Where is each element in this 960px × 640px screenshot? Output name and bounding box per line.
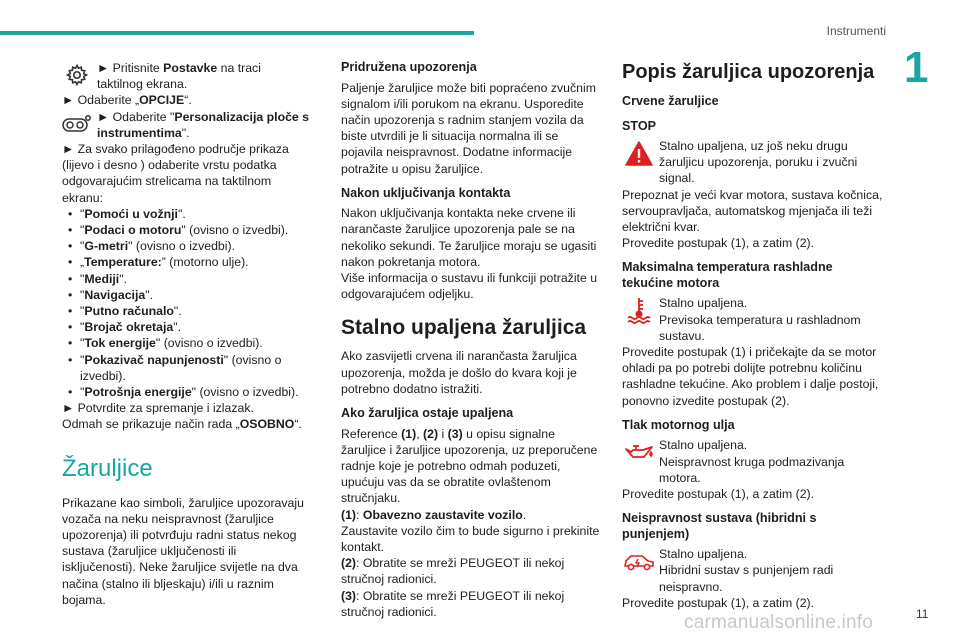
list-item: • "Tok energije" (ovisno o izvedbi). xyxy=(62,335,310,351)
coolant-temperature-icon xyxy=(622,295,655,325)
section-title: Instrumenti xyxy=(826,24,886,38)
heading-stalno: Stalno upaljena žaruljica xyxy=(341,316,587,340)
item-hybrid-line1: Stalno upaljena. xyxy=(659,547,748,562)
page-number: 11 xyxy=(916,607,929,621)
chapter-number: 1 xyxy=(904,43,929,92)
note-1: (1): Obavezno zaustavite vozilo. xyxy=(341,507,527,522)
oil-pressure-icon xyxy=(622,437,655,467)
item-stop-line1: Stalno upaljena, uz još neku drugu žaruljicu upozorenja, poruku i zvučni signal. xyxy=(659,139,858,186)
item-coolant-line2: Previsoka temperatura u rashladnom sustavu. xyxy=(659,312,861,343)
nakon-paragraph-2: Više informacija o sustavu ili funkciji potražite u odgovarajućem odjeljku. xyxy=(341,271,598,302)
item-coolant xyxy=(622,295,884,344)
gear-icon xyxy=(62,61,92,89)
references-paragraph: Reference (1), (2) i (3) u opisu signalne žaruljice i žaruljice upozorenja, uz preporučene radnje koje je potrebno odmah poduzeti, upućuju vas da se obratite ovlaštenom stručnjaku. xyxy=(341,426,598,506)
zaruljice-paragraph: Prikazane kao simboli, žaruljice upozoravaju vozača na neku neispravnost (žaruljice upozorenja) ili potvrđuju radni status nekog sustava (žaruljice uključenosti ili isključenosti). Neke žaruljice svijetle na dva načina (stalno ili bljeskaju) i/ili u raznim bojama. xyxy=(62,495,304,607)
step-4-text: ► Za svako prilagođeno područje prikaza (lijevo i desno ) odaberite vrstu podatka odgovarajućim strelicama na taktilnom ekranu: xyxy=(62,142,289,205)
item-oil-line1: Stalno upaljena. xyxy=(659,438,748,453)
nakon-paragraph-1: Nakon uključivanja kontakta neke crvene ili narančaste žaruljice upozorenja pale se na nekoliko sekundi. Te žaruljice moraju se ugasiti nakon pokretanja motora. xyxy=(341,206,597,269)
hybrid-system-fault-icon xyxy=(622,546,655,576)
item-hybrid-desc: Provedite postupak (1), a zatim (2). xyxy=(622,595,815,610)
pridruzena-paragraph: Paljenje žaruljice može biti popraćeno zvučnim signalom i/ili porukom na ekranu. Usporedite način upozorenja s radnim stanjem vozila da biste utvrdili je li situacija normalna ili se pojavila neispravnost. Dodatne informacije potražite u opisu žaruljice. xyxy=(341,80,596,176)
heading-nakon: Nakon uključivanja kontakta xyxy=(341,185,511,200)
instrument-panel-settings-icon xyxy=(62,110,92,138)
heading-ostaje: Ako žaruljica ostaje upaljena xyxy=(341,406,514,421)
step-1-text: ► Pritisnite Postavke na traci taktilnog ekrana. xyxy=(97,61,261,92)
item-hybrid xyxy=(622,546,884,595)
item-stop-action: Provedite postupak (1), a zatim (2). xyxy=(622,236,815,251)
list-item: • "Mediji". xyxy=(62,271,310,287)
step-settings xyxy=(62,60,310,92)
item-hybrid-line2: Hibridni sustav s punjenjem radi neispravno. xyxy=(659,563,834,594)
list-item: • "G-metri" (ovisno o izvedbi). xyxy=(62,238,310,254)
column-3 xyxy=(622,60,884,611)
data-type-list xyxy=(62,206,310,400)
heading-zaruljice: Žaruljice xyxy=(62,454,153,482)
item-stop xyxy=(622,138,884,187)
stop-warning-triangle-icon xyxy=(622,138,655,168)
item-coolant-desc: Provedite postupak (1) i pričekajte da se motor ohladi pa po potrebi dolijte potrebnu količinu rashladne tekućine. Ako problem i dalje postoji, ponovno izvedite postupak (2). xyxy=(622,345,879,408)
item-oil-title: Tlak motornog ulja xyxy=(622,417,735,432)
item-oil-desc: Provedite postupak (1), a zatim (2). xyxy=(622,486,815,501)
watermark: carmanualsonline.info xyxy=(684,612,874,633)
item-coolant-title: Maksimalna temperatura rashladne tekućine motora xyxy=(622,260,833,290)
item-stop-desc: Prepoznat je veći kvar motora, sustava kočnica, servoupravljača, automatskog mjenjača ili teži električni kvar. xyxy=(622,187,883,235)
list-item: • „Temperature:” (motorno ulje). xyxy=(62,254,310,270)
step-5-text: ► Potvrdite za spremanje i izlazak. xyxy=(62,401,254,416)
step-2-text: ► Odaberite „OPCIJE“. xyxy=(62,93,192,108)
list-item: • "Potrošnja energije" (ovisno o izvedbi). xyxy=(62,384,310,400)
list-item: • "Putno računalo". xyxy=(62,303,310,319)
list-item: • "Brojač okretaja". xyxy=(62,319,310,335)
step-dashboard xyxy=(62,109,310,141)
note-3: (3): Obratite se mreži PEUGEOT ili nekoj stručnoj radionici. xyxy=(341,588,565,619)
item-oil xyxy=(622,437,884,486)
item-coolant-line1: Stalno upaljena. xyxy=(659,296,748,311)
item-oil-line2: Neispravnost kruga podmazivanja motora. xyxy=(659,454,845,485)
stalno-paragraph: Ako zasvijetli crvena ili narančasta žaruljica upozorenja, možda je došlo do kvara koji je potrebno dodatno istražiti. xyxy=(341,349,577,396)
item-stop-title: STOP xyxy=(622,118,657,133)
item-hybrid-title: Neispravnost sustava (hibridni s punjenjem) xyxy=(622,511,817,541)
step-3-text: ► Odaberite "Personalizacija ploče s instrumentima". xyxy=(97,109,310,140)
column-1 xyxy=(62,60,310,608)
step-6-text: Odmah se prikazuje način rada „OSOBNO“. xyxy=(62,417,302,432)
list-item: • "Podaci o motoru" (ovisno o izvedbi). xyxy=(62,222,310,238)
list-item: • "Pomoći u vožnji". xyxy=(62,206,310,222)
column-2 xyxy=(341,60,603,620)
heading-popis: Popis žaruljica upozorenja xyxy=(622,61,875,83)
note-2: (2): Obratite se mreži PEUGEOT ili nekoj stručnoj radionici. xyxy=(341,556,565,587)
header-accent-bar xyxy=(0,31,474,35)
subheading-crvene: Crvene žaruljice xyxy=(622,94,719,108)
list-item: • "Pokazivač napunjenosti" (ovisno o izvedbi). xyxy=(62,352,310,384)
list-item: • "Navigacija". xyxy=(62,287,310,303)
heading-pridruzena: Pridružena upozorenja xyxy=(341,60,477,74)
note-1-text: Zaustavite vozilo čim to bude sigurno i prekinite kontakt. xyxy=(341,523,600,554)
